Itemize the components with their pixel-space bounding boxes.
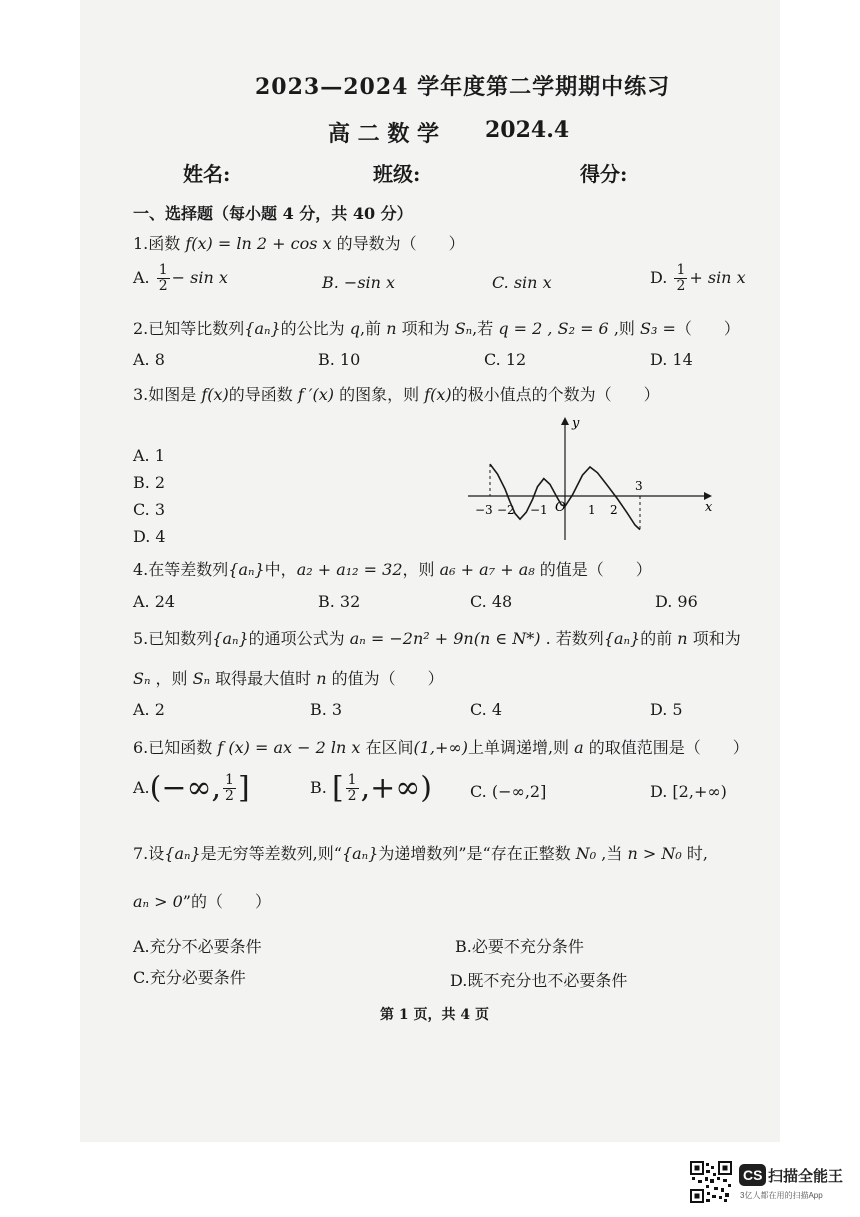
- stem-math: n > N₀: [627, 844, 682, 863]
- origin-label: O: [555, 500, 566, 515]
- stem-text: ,当: [596, 844, 628, 863]
- fraction-numerator: 1: [347, 772, 357, 788]
- page-number: 第 1 页，共 4 页: [380, 1007, 489, 1023]
- question-5-option-a: A. 2: [133, 700, 165, 719]
- question-3-stem: [133, 382, 660, 405]
- question-1-option-a: [133, 263, 228, 294]
- tick-label: −3: [475, 503, 493, 517]
- tick-label: −1: [530, 503, 548, 517]
- question-4-option-a: A. 24: [133, 592, 176, 611]
- stem-text: 的值是（ ）: [534, 560, 652, 579]
- question-5-option-c: C. 4: [470, 700, 503, 719]
- question-1-stem: [133, 231, 465, 254]
- stem-math: aₙ = −2n² + 9n(n ∈ N*): [349, 629, 541, 648]
- stem-math: f ′(x): [297, 385, 335, 404]
- y-axis-label: y: [572, 416, 580, 431]
- name-label: 姓名:: [183, 162, 231, 186]
- question-2-stem: [133, 316, 740, 339]
- question-4-option-c: C. 48: [470, 592, 513, 611]
- stem-text: 中，: [264, 560, 297, 579]
- exam-date: 2024.4: [485, 117, 570, 143]
- stem-text: 6.已知函数: [133, 738, 218, 757]
- x-axis-arrow: [704, 492, 712, 500]
- stem-math: S₃ =: [640, 319, 676, 338]
- stem-text: ,则: [608, 319, 640, 338]
- question-2-option-b: B. 10: [318, 350, 361, 369]
- stem-math: f (x) = ax − 2 ln x: [217, 738, 361, 757]
- question-6-option-c: C. (−∞,2]: [470, 782, 547, 801]
- derivative-graph: [460, 412, 730, 542]
- stem-math: n: [316, 669, 327, 688]
- question-1-option-b: B. −sin x: [322, 273, 396, 292]
- stem-math: f(x) = ln 2 + cos x: [185, 234, 332, 253]
- option-label: D.: [650, 268, 668, 287]
- question-7-stem: [133, 841, 708, 864]
- option-math: + sin x: [689, 268, 746, 287]
- stem-text: 的值为（ ）: [326, 669, 444, 688]
- question-1-option-c: C. sin x: [492, 273, 552, 292]
- stem-text: 为递增数列”是“存在正整数: [378, 844, 576, 863]
- stem-math: q = 2 , S₂ = 6: [498, 319, 609, 338]
- stem-text: ，则: [150, 669, 193, 688]
- stem-math: Sₙ: [133, 669, 151, 688]
- question-7-stem-line-2: [133, 889, 271, 912]
- question-2-option-a: A. 8: [133, 350, 165, 369]
- stem-math: n: [386, 319, 397, 338]
- stem-text: 上单调递增,则: [467, 738, 575, 757]
- question-3-option-a: A. 1: [133, 446, 165, 465]
- stem-text: 1.函数: [133, 234, 186, 253]
- question-3-option-d: D. 4: [133, 527, 166, 546]
- x-axis-label: x: [705, 500, 713, 515]
- question-4-option-d: D. 96: [655, 592, 698, 611]
- stem-math: {aₙ}: [228, 560, 265, 579]
- question-5-option-b: B. 3: [310, 700, 343, 719]
- option-math: [: [331, 770, 344, 806]
- stem-math: Sₙ: [192, 669, 211, 688]
- subject-title: 高 二 数 学: [328, 121, 439, 147]
- stem-text: . 若数列: [540, 629, 604, 648]
- question-2-option-c: C. 12: [484, 350, 527, 369]
- fraction: [157, 263, 170, 294]
- stem-text: 项和为: [396, 319, 455, 338]
- stem-math: {aₙ}: [244, 319, 281, 338]
- stem-text: 的导函数: [228, 385, 298, 404]
- scanner-tagline: 3亿人都在用的扫描App: [740, 1191, 823, 1200]
- stem-text: 时,: [681, 844, 708, 863]
- stem-math: n: [677, 629, 688, 648]
- option-label: B.: [310, 778, 327, 797]
- option-math: ]: [237, 770, 250, 806]
- fraction-denominator: 2: [158, 278, 168, 294]
- exam-title: 2023—2024 学年度第二学期期中练习: [255, 74, 671, 100]
- stem-text: 的导数为（ ）: [331, 234, 465, 253]
- stem-text: ”的（ ）: [182, 892, 271, 911]
- question-3-option-b: B. 2: [133, 473, 166, 492]
- fraction-denominator: 2: [676, 278, 686, 294]
- stem-text: 4.在等差数列: [133, 560, 229, 579]
- stem-math: f(x): [424, 385, 452, 404]
- stem-text: 的通项公式为: [248, 629, 350, 648]
- option-label: A.: [133, 778, 150, 797]
- question-5-stem: [133, 626, 741, 649]
- stem-text: 7.设: [133, 844, 165, 863]
- stem-text: ,若: [472, 319, 499, 338]
- stem-math: (1,+∞): [413, 738, 468, 757]
- question-2-option-d: D. 14: [650, 350, 693, 369]
- question-4-option-b: B. 32: [318, 592, 361, 611]
- scanner-app-name: 扫描全能王: [768, 1168, 844, 1185]
- score-label: 得分:: [580, 162, 628, 186]
- stem-math: a₆ + a₇ + a₈: [439, 560, 535, 579]
- question-7-option-a: A.充分不必要条件: [133, 937, 262, 956]
- stem-text: ,前: [360, 319, 387, 338]
- stem-text: 是无穷等差数列,则“: [200, 844, 342, 863]
- question-5-option-d: D. 5: [650, 700, 683, 719]
- stem-text: 的取值范围是（ ）: [583, 738, 749, 757]
- stem-text: 在区间: [360, 738, 414, 757]
- stem-math: q: [349, 319, 361, 338]
- stem-text: 取得最大值时: [210, 669, 317, 688]
- question-6-option-b: [310, 770, 432, 806]
- stem-text: 的极小值点的个数为（ ）: [451, 385, 660, 404]
- stem-math: {aₙ}: [341, 844, 379, 863]
- stem-math: N₀: [575, 844, 597, 863]
- stem-text: 2.已知等比数列: [133, 319, 245, 338]
- fraction-denominator: 2: [225, 788, 234, 804]
- question-6-option-a: [133, 770, 250, 806]
- section-heading: 一、选择题（每小题 4 分，共 40 分）: [133, 204, 413, 223]
- stem-text: 5.已知数列: [133, 629, 213, 648]
- class-label: 班级:: [373, 162, 421, 186]
- stem-math: a: [574, 738, 584, 757]
- tick-label: 1: [588, 503, 596, 517]
- stem-math: f(x): [201, 385, 229, 404]
- option-label: A.: [133, 268, 150, 287]
- fraction-numerator: 1: [158, 262, 168, 278]
- question-4-stem: [133, 557, 652, 580]
- stem-text: 3.如图是: [133, 385, 202, 404]
- stem-text: 的图象，则: [334, 385, 425, 404]
- tick-label: 2: [610, 503, 618, 517]
- question-1-option-d: [650, 263, 746, 294]
- stem-text: 项和为: [687, 629, 741, 648]
- scanner-badge-icon: CS: [739, 1164, 766, 1186]
- stem-math: a₂ + a₁₂ = 32: [296, 560, 403, 579]
- fraction: [223, 773, 236, 804]
- fraction: [674, 263, 687, 294]
- stem-math: {aₙ}: [164, 844, 201, 863]
- stem-text: 的公比为: [280, 319, 350, 338]
- question-3-option-c: C. 3: [133, 500, 166, 519]
- question-7-option-c: C.充分必要条件: [133, 968, 246, 987]
- stem-math: Sₙ: [454, 319, 473, 338]
- stem-text: （ ）: [675, 319, 740, 338]
- fraction-numerator: 1: [225, 772, 234, 788]
- option-math: (−∞,: [149, 770, 222, 806]
- stem-text: 的前: [640, 629, 678, 648]
- tick-label-top: 3: [635, 479, 643, 493]
- fraction-numerator: 1: [676, 262, 686, 278]
- tick-label: −2: [497, 503, 515, 517]
- y-axis-arrow: [561, 417, 569, 425]
- option-math: ,+∞): [360, 770, 432, 806]
- question-6-option-d: D. [2,+∞): [650, 782, 727, 801]
- question-6-stem: [133, 735, 749, 758]
- qr-code-icon: [690, 1161, 732, 1203]
- fraction: [346, 773, 359, 804]
- stem-math: aₙ > 0: [133, 892, 183, 911]
- stem-math: {aₙ}: [212, 629, 249, 648]
- question-7-option-d: D.既不充分也不必要条件: [450, 971, 628, 990]
- question-5-stem-line-2: [133, 666, 444, 689]
- stem-text: ，则: [402, 560, 440, 579]
- fraction-denominator: 2: [347, 788, 357, 804]
- option-math: − sin x: [171, 268, 228, 287]
- stem-math: {aₙ}: [603, 629, 641, 648]
- question-7-option-b: B.必要不充分条件: [455, 937, 584, 956]
